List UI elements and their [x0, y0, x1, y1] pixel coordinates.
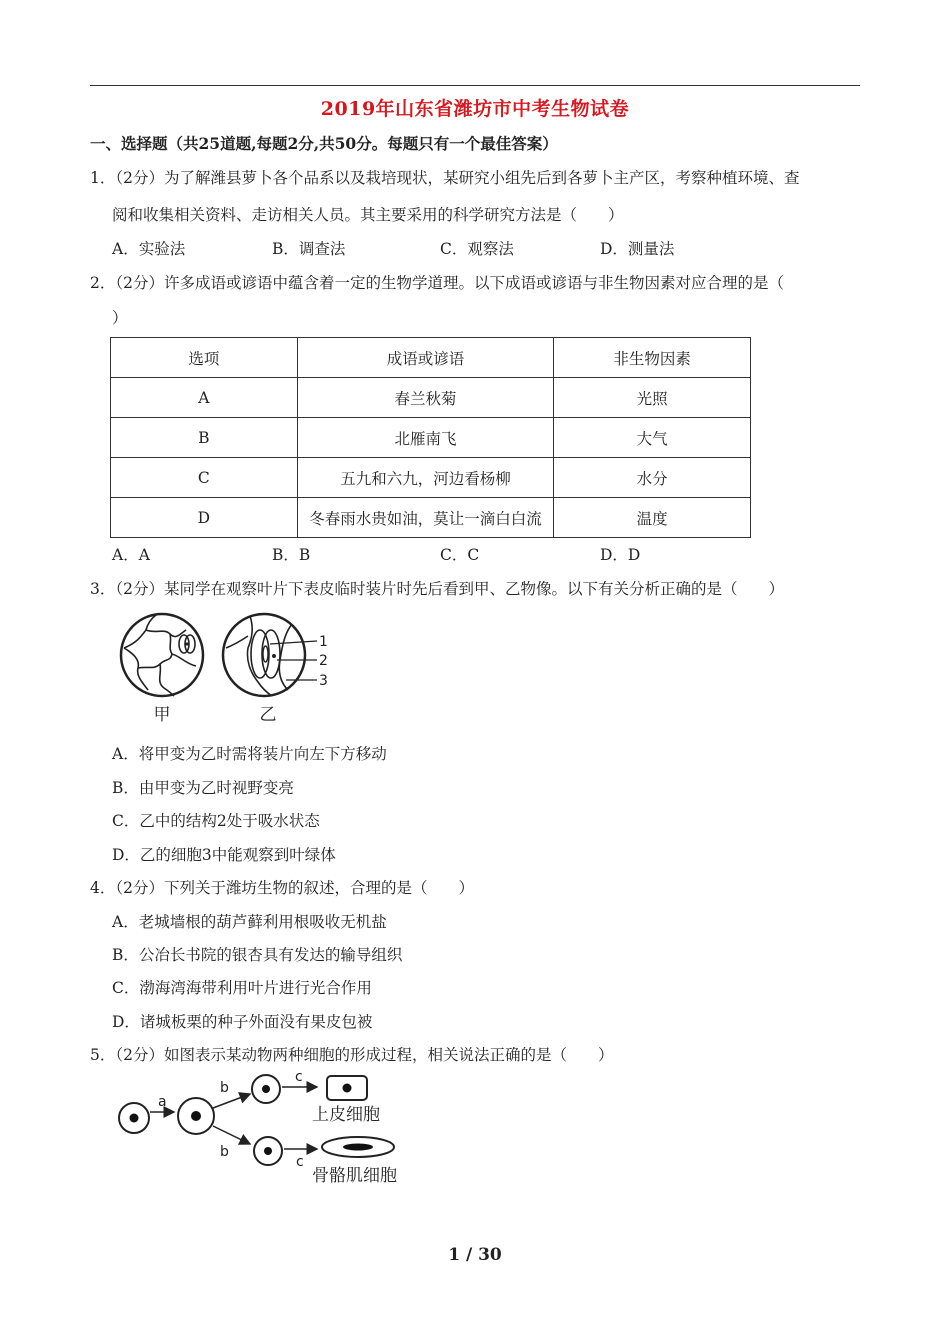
q1-stem-line1: 1．（2分）为了解潍县萝卜各个品系以及栽培现状，某研究小组先后到各萝卜主产区，考察种植环境、查 [90, 169, 800, 187]
table-cell: C [111, 458, 298, 498]
exam-title: 2019年山东省潍坊市中考生物试卷 [320, 98, 630, 120]
cell-bottom-nucleus [264, 1147, 272, 1155]
table-header-cell: 非生物因素 [554, 338, 751, 378]
table-cell: 北雁南飞 [297, 418, 554, 458]
table-cell: 大气 [554, 418, 751, 458]
q2-table [110, 337, 751, 538]
q1-option-d: D．测量法 [600, 240, 675, 258]
table-cell: B [111, 418, 298, 458]
table-cell: 五九和六九，河边看杨柳 [297, 458, 554, 498]
mark-2: 2 [319, 653, 328, 669]
mark-3: 3 [319, 673, 328, 689]
q1-stem-line2: 阅和收集相关资料、走访相关人员。其主要采用的科学研究方法是（ ） [112, 206, 624, 224]
arrow-b-bottom [213, 1126, 250, 1144]
q4-option-b: B．公冶长书院的银杏具有发达的输导组织 [112, 946, 403, 964]
table-row [111, 378, 751, 418]
table-cell: 温度 [554, 498, 751, 538]
q3-stem-line1: 3．（2分）某同学在观察叶片下表皮临时装片时先后看到甲、乙物像。以下有关分析正确的是（ ） [90, 580, 784, 598]
q5-cell-differentiation-figure [112, 1068, 412, 1188]
q2-stem-line1: 2．（2分）许多成语或谚语中蕴含着一定的生物学道理。以下成语或谚语与非生物因素对应合理的是（ [90, 274, 784, 292]
skeletal-muscle-cell-label: 骨骼肌细胞 [312, 1166, 397, 1186]
q4-stem-line1: 4．（2分）下列关于潍坊生物的叙述，合理的是（ ） [90, 879, 474, 897]
q1-option-a: A．实验法 [112, 240, 186, 258]
q3-option-b: B．由甲变为乙时视野变亮 [112, 779, 294, 797]
q1-option-c: C．观察法 [440, 240, 514, 258]
arrow-a-label: a [158, 1094, 167, 1110]
q4-option-d: D．诸城板栗的种子外面没有果皮包被 [112, 1013, 373, 1031]
table-header-cell: 成语或谚语 [297, 338, 554, 378]
table-header-row [111, 338, 751, 378]
q1-option-b: B．调查法 [272, 240, 346, 258]
q3-microscope-figure [112, 608, 352, 728]
epithelial-cell-nucleus [343, 1084, 352, 1093]
q3-option-a: A．将甲变为乙时需将装片向左下方移动 [112, 745, 387, 763]
q3-option-c: C．乙中的结构2处于吸水状态 [112, 812, 320, 830]
table-cell: A [111, 378, 298, 418]
arrow-b-top [213, 1094, 250, 1108]
page-number: 1 / 30 [448, 1245, 502, 1265]
field-yi [223, 614, 305, 696]
table-cell: 冬春雨水贵如油，莫让一滴白白流 [297, 498, 554, 538]
q4-option-c: C．渤海湾海带利用叶片进行光合作用 [112, 979, 372, 997]
table-cell: 春兰秋菊 [297, 378, 554, 418]
epithelial-cell-label: 上皮细胞 [312, 1105, 380, 1125]
field-jia-label: 甲 [153, 705, 171, 725]
q2-option-d: D．D [600, 546, 641, 564]
arrow-c-bottom-label: c [296, 1154, 304, 1170]
arrow-b-top-label: b [220, 1080, 229, 1096]
q2-option-b: B．B [272, 546, 311, 564]
field-jia [121, 614, 203, 696]
mark-1: 1 [319, 634, 328, 650]
table-cell: D [111, 498, 298, 538]
q2-stem-line2: ） [112, 309, 128, 327]
q2-option-a: A．A [112, 546, 150, 564]
section-heading: 一、选择题（共25道题,每题2分,共50分。每题只有一个最佳答案） [90, 134, 558, 153]
q2-option-c: C．C [440, 546, 480, 564]
header-rule [90, 85, 860, 86]
skeletal-muscle-cell-nucleus [343, 1144, 373, 1151]
q3-option-d: D．乙的细胞3中能观察到叶绿体 [112, 846, 336, 864]
q5-stem-line1: 5．（2分）如图表示某动物两种细胞的形成过程，相关说法正确的是（ ） [90, 1046, 614, 1064]
field-yi-label: 乙 [259, 705, 277, 725]
q4-option-a: A．老城墙根的葫芦藓利用根吸收无机盐 [112, 913, 387, 931]
table-row [111, 458, 751, 498]
cell-top-nucleus [262, 1085, 270, 1093]
table-cell: 水分 [554, 458, 751, 498]
cell-middle-nucleus [191, 1111, 201, 1121]
table-header-cell: 选项 [111, 338, 298, 378]
label-line-1 [270, 641, 317, 644]
table-row [111, 498, 751, 538]
table-row [111, 418, 751, 458]
arrow-c-top-label: c [295, 1069, 303, 1085]
arrow-b-bottom-label: b [220, 1144, 229, 1160]
table-cell: 光照 [554, 378, 751, 418]
cell-start-nucleus [130, 1114, 139, 1123]
